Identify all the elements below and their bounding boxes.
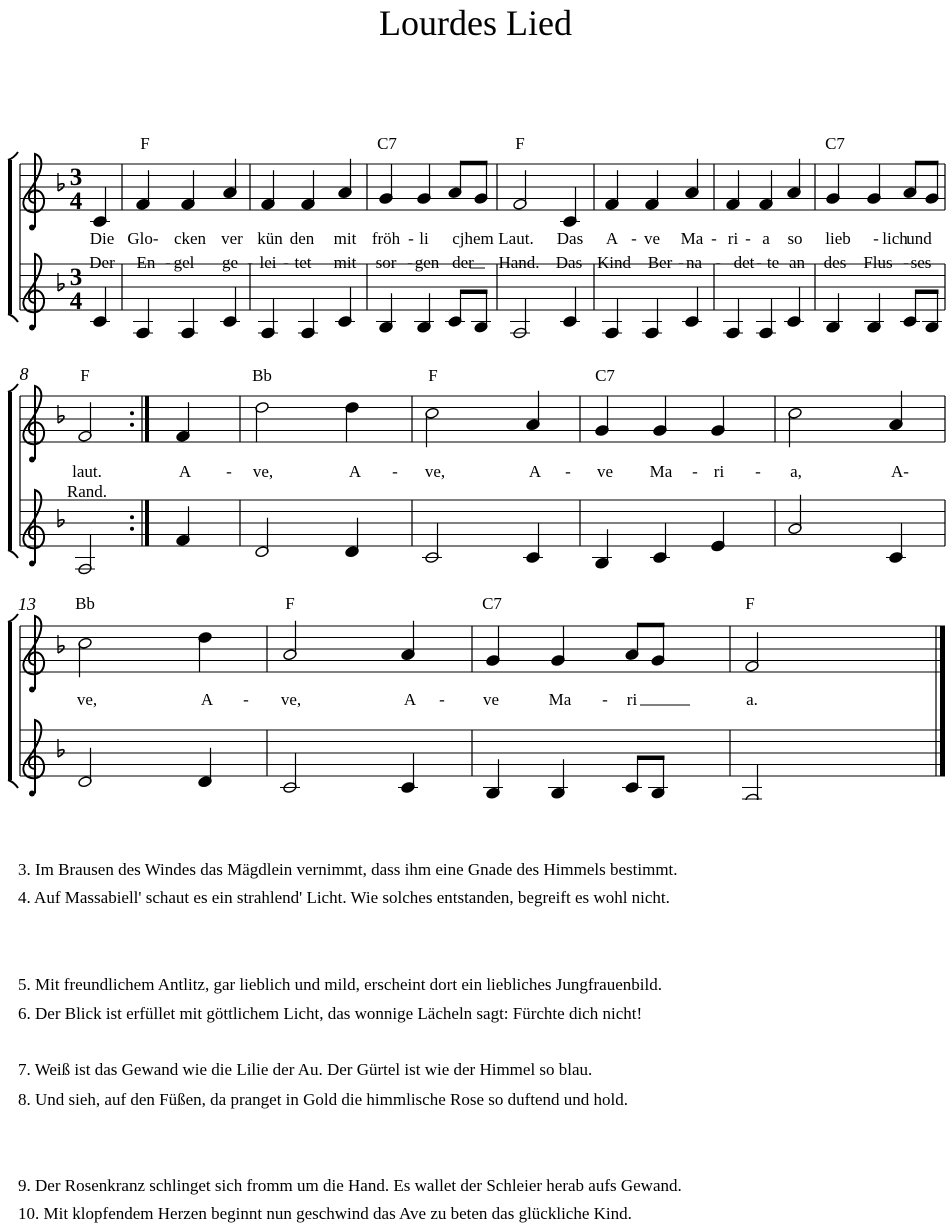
- bracket-bottom: [8, 550, 18, 558]
- chord-symbol: F: [515, 134, 525, 153]
- accompaniment-note: [483, 759, 503, 799]
- lyric-syllable: Die: [89, 229, 115, 248]
- system-bracket: [8, 622, 12, 780]
- lyric-syllable: -: [565, 462, 571, 481]
- stanza-9: 9. Der Rosenkranz schlinget sich fromm um die Hand. Es wallet der Schleier herab aufs Gewand.: [18, 1176, 682, 1195]
- lyric-syllable: -: [711, 229, 717, 248]
- lyric-syllable: cken: [173, 229, 207, 248]
- clef-dot: [29, 325, 35, 331]
- lyric-syllable: cjhem: [452, 229, 494, 248]
- melody-note: [513, 170, 528, 210]
- melody-note: [78, 637, 93, 677]
- melody-note: [301, 170, 316, 210]
- lyric-syllable: Ma: [680, 229, 704, 248]
- lyric-syllable: so: [787, 229, 803, 248]
- lyric-syllable: ve: [596, 462, 614, 481]
- melody-note: [560, 188, 580, 228]
- lyric-syllable: A: [348, 462, 362, 481]
- lyric-syllable: den: [289, 229, 315, 248]
- song-title: Lourdes Lied: [379, 3, 572, 43]
- accompaniment-note: [548, 759, 568, 799]
- lyric-syllable: laut.: [72, 462, 102, 481]
- lyric-syllable: Glo-: [127, 229, 159, 248]
- lyric-syllable: -: [165, 253, 171, 272]
- lyric-syllable: ve,: [252, 462, 274, 481]
- lyric-syllable: gel: [173, 253, 195, 272]
- accompaniment-eighth-pair: [622, 756, 668, 800]
- stanza-8: 8. Und sieh, auf den Füßen, da pranget in Gold die himmlische Rose so duftend und hold.: [18, 1090, 629, 1109]
- lyric-syllable: Das: [555, 253, 583, 272]
- lyric-syllable: Ber: [647, 253, 673, 272]
- chord-symbol: Bb: [252, 366, 272, 385]
- lyric-syllable: ri: [713, 462, 725, 481]
- accompaniment-note: [723, 299, 743, 339]
- melody-note: [78, 402, 93, 442]
- lyric-syllable: ri: [727, 229, 739, 248]
- accompaniment-note: [255, 518, 270, 558]
- melody-note: [645, 170, 660, 210]
- lyric-syllable: Ma: [548, 690, 572, 709]
- stanza-6: 6. Der Blick ist erfüllet mit göttlichem Licht, das wonnige Lächeln sagt: Fürchte dich nicht!: [18, 1004, 643, 1023]
- measure-number: 8: [19, 364, 29, 384]
- treble-clef: [23, 720, 44, 797]
- accompaniment-note: [298, 299, 318, 339]
- chord-symbol: C7: [482, 594, 502, 613]
- lyric-syllable: tet: [294, 253, 312, 272]
- accompaniment-note: [414, 293, 434, 333]
- melody-note: [417, 165, 432, 205]
- lyric-syllable: Kind: [597, 253, 631, 272]
- clef-dot: [29, 225, 35, 231]
- lyric-syllable: -: [407, 253, 413, 272]
- staff-upper: [20, 626, 945, 672]
- accompaniment-note: [220, 288, 240, 328]
- repeat-thick-bar: [145, 396, 149, 442]
- system-bracket: [8, 160, 12, 314]
- lyric-syllable: an: [788, 253, 806, 272]
- bracket-bottom: [8, 780, 18, 788]
- chord-symbol: F: [80, 366, 90, 385]
- clef-shape: [23, 154, 44, 228]
- lyric-syllable: -: [755, 462, 761, 481]
- lyric-syllable: ses: [910, 253, 932, 272]
- melody-note: [255, 401, 270, 441]
- melody-note: [605, 170, 620, 210]
- lyric-syllable: gen: [414, 253, 440, 272]
- repeat-thick-bar: [145, 500, 149, 546]
- beam: [460, 161, 488, 166]
- lyric-syllable: na: [685, 253, 703, 272]
- accompaniment-note: [510, 299, 530, 339]
- melody-note: [425, 407, 440, 447]
- melody-note: [551, 627, 566, 667]
- lyric-syllable: -: [602, 690, 608, 709]
- lyric-syllable: -: [692, 462, 698, 481]
- lyric-syllable: Laut.: [498, 229, 534, 248]
- lyric-syllable: und: [906, 229, 932, 248]
- chord-symbol: Bb: [75, 594, 95, 613]
- treble-clef: [23, 490, 44, 567]
- accompaniment-note: [602, 299, 622, 339]
- lyric-syllable: -: [745, 229, 751, 248]
- lyric-syllable: sor: [375, 253, 397, 272]
- bracket-top: [8, 152, 18, 160]
- accompaniment-note: [133, 299, 153, 339]
- lyric-syllable: fröh: [371, 229, 401, 248]
- lyric-syllable: -: [715, 253, 721, 272]
- lyric-syllable: Hand.: [498, 253, 540, 272]
- chord-symbol: C7: [825, 134, 845, 153]
- bracket-top: [8, 614, 18, 622]
- stanza-4: 4. Auf Massabiell' schaut es ein strahlend' Licht. Wie solches entstanden, begreift es wohl nicht.: [18, 888, 670, 907]
- system-bracket: [8, 392, 12, 550]
- accompaniment-eighth-pair: [445, 290, 491, 334]
- lyric-syllable: -: [439, 690, 445, 709]
- lyric-syllable: te: [766, 253, 780, 272]
- accompaniment-note: [784, 288, 804, 328]
- lyric-syllable: A: [403, 690, 417, 709]
- clef-dot: [29, 687, 35, 693]
- lyric-syllable: -: [247, 253, 253, 272]
- melody-note: [788, 407, 803, 447]
- repeat-dot: [130, 527, 134, 531]
- lyric-syllable: -: [408, 229, 414, 248]
- lyric-syllable: Ma: [649, 462, 673, 481]
- lyric-syllable: A-: [891, 462, 909, 481]
- accompaniment-note: [176, 506, 191, 546]
- lyric-syllable: Das: [556, 229, 584, 248]
- melody-note: [726, 170, 741, 210]
- clef-dot: [29, 791, 35, 797]
- staff-lower: [20, 264, 945, 310]
- melody-note: [223, 159, 238, 199]
- melody-note: [653, 397, 668, 437]
- final-thick-bar: [940, 626, 945, 776]
- repeat-dot: [130, 515, 134, 519]
- chord-symbol: C7: [595, 366, 615, 385]
- accompaniment-note: [398, 754, 418, 794]
- accompaniment-note: [642, 299, 662, 339]
- stanza-3: 3. Im Brausen des Windes das Mägdlein vernimmt, dass ihm eine Gnade des Himmels bestimmt.: [18, 860, 678, 879]
- time-signature-top: 3: [69, 164, 83, 191]
- lyric-syllable: ve: [643, 229, 661, 248]
- time-signature-top: 3: [69, 264, 83, 291]
- lyric-syllable: li: [419, 229, 429, 248]
- beam: [915, 290, 939, 295]
- lyric-syllable: mit: [333, 229, 357, 248]
- time-signature-bottom: 4: [69, 188, 83, 215]
- lyric-syllable: a,: [790, 462, 802, 481]
- lyric-syllable: a.: [746, 690, 758, 709]
- chord-symbol: C7: [377, 134, 397, 153]
- lyric-syllable: ve,: [424, 462, 446, 481]
- melody-note: [787, 159, 802, 199]
- melody-note: [136, 170, 151, 210]
- accompaniment-note: [756, 299, 776, 339]
- melody-note: [526, 391, 541, 431]
- accompaniment-note: [523, 524, 543, 564]
- treble-clef: [23, 254, 44, 331]
- melody-note: [90, 188, 110, 228]
- repeat-dot: [130, 411, 134, 415]
- accompaniment-note: [650, 524, 670, 564]
- accompaniment-note: [788, 495, 803, 535]
- accompaniment-note: [886, 524, 906, 564]
- clef-shape: [23, 616, 44, 690]
- lyric-syllable: -: [873, 229, 879, 248]
- lyric-syllable: A: [178, 462, 192, 481]
- accompaniment-note: [560, 288, 580, 328]
- lyric-syllable: ve,: [280, 690, 302, 709]
- beam: [637, 756, 665, 761]
- stanza-10: 10. Mit klopfendem Herzen beginnt nun geschwind das Ave zu beten das glückliche Kind.: [18, 1204, 632, 1223]
- lyric-syllable: -: [678, 253, 684, 272]
- melody-note: [486, 627, 501, 667]
- lyric-syllable: kün: [257, 229, 283, 248]
- lyric-syllable: -: [631, 229, 637, 248]
- accompaniment-note: [592, 529, 612, 569]
- treble-clef: [23, 616, 44, 693]
- accompaniment-note: [90, 288, 110, 328]
- clef-shape: [23, 490, 44, 564]
- melody-note: [867, 165, 882, 205]
- chord-symbol: F: [140, 134, 150, 153]
- lyric-syllable: Rand.: [66, 482, 108, 501]
- melody-note: [711, 397, 726, 437]
- accompaniment-note: [280, 754, 300, 794]
- time-signature: [70, 164, 83, 215]
- lyric-syllable: A: [605, 229, 619, 248]
- beam: [915, 161, 939, 166]
- clef-shape: [23, 720, 44, 794]
- lyric-syllable: det: [733, 253, 755, 272]
- clef-shape: [23, 254, 44, 328]
- bracket-top: [8, 384, 18, 392]
- clef-dot: [29, 457, 35, 463]
- chord-symbol: F: [428, 366, 438, 385]
- lyric-syllable: des: [823, 253, 847, 272]
- staff-upper: [20, 164, 945, 210]
- staff-lower: [20, 500, 945, 546]
- beam: [460, 290, 488, 295]
- accompaniment-note: [864, 293, 884, 333]
- melody-note: [745, 632, 760, 672]
- melody-note: [198, 631, 213, 671]
- melody-note: [826, 165, 841, 205]
- stanza-5: 5. Mit freundlichem Antlitz, gar lieblich und mild, erscheint dort ein liebliches Jungfrauenbild.: [18, 975, 662, 994]
- melody-note: [176, 402, 191, 442]
- melody-note: [261, 170, 276, 210]
- time-signature-bottom: 4: [69, 288, 83, 315]
- lyric-syllable: ge: [221, 253, 239, 272]
- lyric-syllable: a: [762, 229, 770, 248]
- lyric-syllable: A: [200, 690, 214, 709]
- lyric-syllable: En: [136, 253, 156, 272]
- accompaniment-note: [742, 765, 762, 800]
- accompaniment-note: [178, 299, 198, 339]
- accompaniment-eighth-pair: [900, 290, 942, 334]
- lyric-syllable: -: [226, 462, 232, 481]
- lyric-syllable: lei: [259, 253, 277, 272]
- treble-clef: [23, 386, 44, 463]
- time-signature: [70, 264, 83, 315]
- accompaniment-note: [682, 288, 702, 328]
- melody-note: [889, 391, 904, 431]
- melody-note: [685, 159, 700, 199]
- melody-note: [401, 621, 416, 661]
- accompaniment-note: [711, 512, 726, 552]
- lyric-syllable: -: [283, 253, 289, 272]
- melody-note: [759, 170, 774, 210]
- lyric-syllable: -: [392, 462, 398, 481]
- melody-note: [379, 165, 394, 205]
- accompaniment-note: [335, 288, 355, 328]
- lyric-syllable: -: [756, 253, 762, 272]
- lyric-syllable: lich: [882, 229, 908, 248]
- treble-clef: [23, 154, 44, 231]
- accompaniment-note: [75, 535, 95, 575]
- clef-dot: [29, 561, 35, 567]
- beam: [637, 623, 665, 628]
- lyric-syllable: Flus: [863, 253, 893, 272]
- stanza-7: 7. Weiß ist das Gewand wie die Lilie der Au. Der Gürtel ist wie der Himmel so blau.: [18, 1060, 593, 1079]
- repeat-dot: [130, 423, 134, 427]
- lyric-syllable: -: [903, 253, 909, 272]
- accompaniment-note: [345, 518, 360, 558]
- melody-note: [283, 621, 298, 661]
- melody-note: [338, 159, 353, 199]
- lyric-syllable: ri: [626, 690, 638, 709]
- lyric-syllable: ver: [221, 229, 243, 248]
- melody-note: [345, 401, 360, 441]
- lyric-syllable: -: [243, 690, 249, 709]
- lyric-syllable: A: [528, 462, 542, 481]
- clef-shape: [23, 386, 44, 460]
- lyric-syllable: ve,: [76, 690, 98, 709]
- staff-upper: [20, 396, 945, 442]
- accompaniment-note: [422, 524, 442, 564]
- staff-lower: [20, 730, 945, 776]
- melody-note: [181, 170, 196, 210]
- chord-symbol: F: [285, 594, 295, 613]
- accompaniment-note: [78, 748, 93, 788]
- accompaniment-note: [823, 293, 843, 333]
- accompaniment-note: [258, 299, 278, 339]
- accompaniment-note: [376, 293, 396, 333]
- lyric-syllable: ve: [482, 690, 500, 709]
- measure-number: 13: [18, 594, 36, 614]
- lyric-syllable: mit: [333, 253, 357, 272]
- lyric-syllable: lieb: [825, 229, 851, 248]
- accompaniment-note: [198, 748, 213, 788]
- lyric-syllable: der: [452, 253, 474, 272]
- lyric-syllable: Der: [89, 253, 115, 272]
- bracket-bottom: [8, 314, 18, 322]
- chord-symbol: F: [745, 594, 755, 613]
- melody-note: [595, 397, 610, 437]
